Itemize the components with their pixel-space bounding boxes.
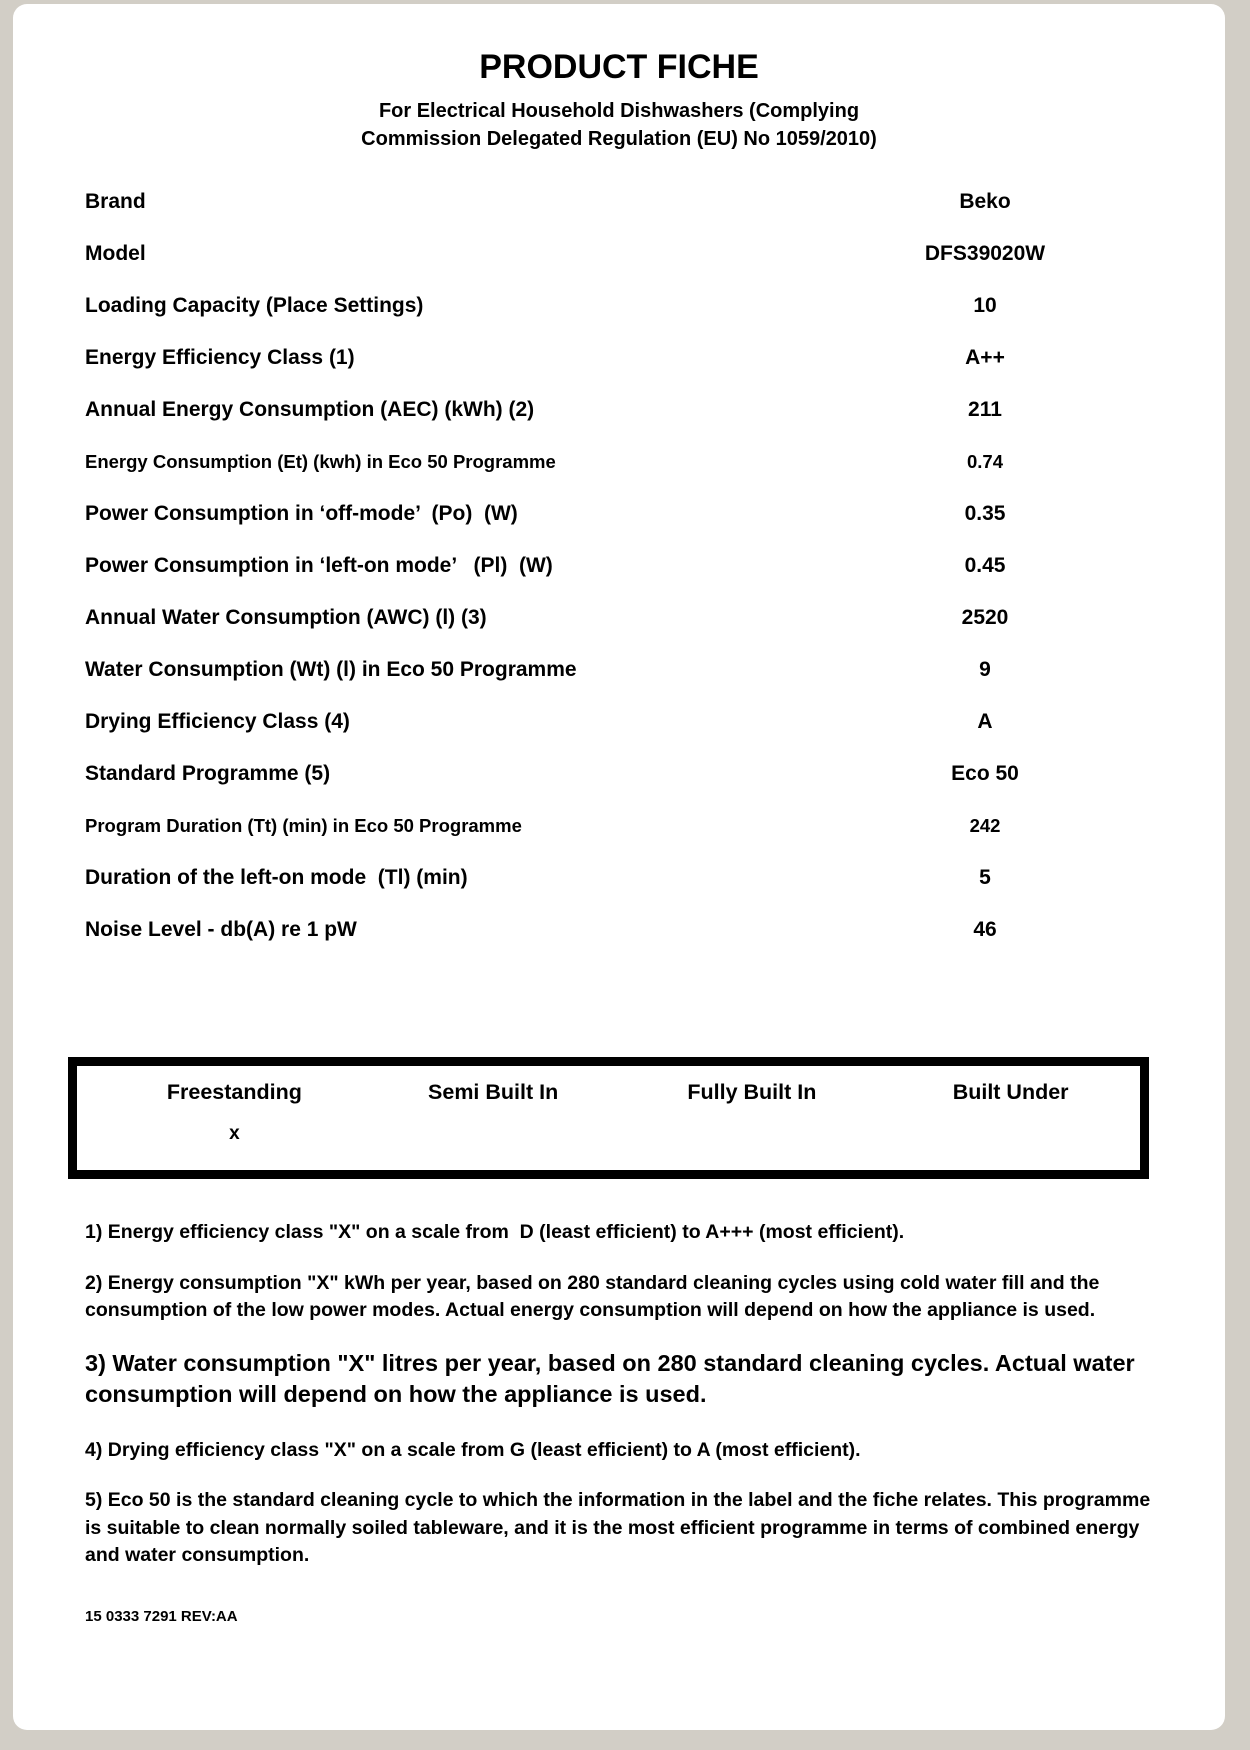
footnote-2: 2) Energy consumption "X" kWh per year, based on 280 standard cleaning cycles using cold water fill and the consumption of the low power modes. Actual energy consumption will depend on how the appliance is used. bbox=[85, 1271, 1105, 1321]
spec-row-drying-efficiency-class bbox=[85, 696, 1125, 748]
installation-column-built-under: Built Under bbox=[952, 1080, 1069, 1104]
product-fiche-document bbox=[13, 4, 1225, 1730]
spec-row-power-off-mode bbox=[85, 488, 1125, 540]
spec-row-loading-capacity bbox=[85, 280, 1125, 332]
spec-value: DFS39020W bbox=[924, 242, 1046, 265]
spec-label: Duration of the left-on mode (Tl) (min) bbox=[85, 866, 468, 889]
spec-value: 5 bbox=[979, 866, 991, 889]
footnotes-section bbox=[13, 1219, 1225, 1570]
spec-label: Energy Consumption (Et) (kwh) in Eco 50 Programme bbox=[85, 451, 556, 472]
spec-row-annual-energy-consumption bbox=[85, 384, 1125, 436]
spec-row-water-consumption-eco50 bbox=[85, 644, 1125, 696]
installation-column-fully-built-in: Fully Built In bbox=[687, 1080, 817, 1104]
spec-label: Noise Level - db(A) re 1 pW bbox=[85, 918, 357, 941]
document-revision-code: 15 0333 7291 REV:AA bbox=[85, 1607, 238, 1625]
page-subtitle-line1: For Electrical Household Dishwashers (Complying bbox=[378, 100, 860, 122]
spec-value: 46 bbox=[973, 918, 997, 941]
spec-row-left-on-duration bbox=[85, 852, 1125, 904]
spec-label: Model bbox=[85, 242, 146, 265]
spec-label: Loading Capacity (Place Settings) bbox=[85, 294, 424, 317]
footnote-5: 5) Eco 50 is the standard cleaning cycle to which the information in the label and the fiche relates. This programme is suitable to clean normally soiled tableware, and it is the most efficient programme in terms of combined energy and water consumption. bbox=[85, 1489, 1156, 1566]
installation-type-headers bbox=[105, 1079, 1140, 1105]
spec-value: 0.35 bbox=[964, 502, 1006, 525]
spec-value: 242 bbox=[969, 815, 1001, 836]
spec-row-standard-programme bbox=[85, 748, 1125, 800]
installation-mark-semi-built-in bbox=[364, 1121, 623, 1147]
spec-value: Beko bbox=[959, 190, 1011, 213]
spec-row-brand bbox=[85, 176, 1125, 228]
spec-row-power-left-on-mode bbox=[85, 540, 1125, 592]
spec-label: Power Consumption in ‘off-mode’ (Po) (W) bbox=[85, 502, 518, 525]
installation-mark-freestanding: x bbox=[229, 1123, 240, 1144]
spec-row-model bbox=[85, 228, 1125, 280]
page-title: PRODUCT FICHE bbox=[479, 48, 759, 86]
spec-label: Energy Efficiency Class (1) bbox=[85, 346, 355, 369]
spec-label: Annual Water Consumption (AWC) (l) (3) bbox=[85, 606, 487, 629]
spec-row-energy-efficiency-class bbox=[85, 332, 1125, 384]
spec-row-program-duration bbox=[85, 800, 1125, 852]
spec-value: 9 bbox=[979, 658, 991, 681]
spec-label: Power Consumption in ‘left-on mode’ (Pl) (W) bbox=[85, 554, 553, 577]
spec-label: Annual Energy Consumption (AEC) (kWh) (2) bbox=[85, 398, 535, 421]
spec-row-noise-level bbox=[85, 904, 1125, 956]
spec-row-annual-water-consumption bbox=[85, 592, 1125, 644]
spec-value: Eco 50 bbox=[951, 762, 1019, 785]
page-subtitle-line2: Commission Delegated Regulation (EU) No 1059/2010) bbox=[361, 128, 877, 150]
spec-value: A bbox=[977, 710, 993, 733]
spec-value: 10 bbox=[973, 294, 997, 317]
spec-table bbox=[13, 176, 1225, 956]
installation-type-marks bbox=[105, 1121, 1140, 1147]
spec-value: 0.74 bbox=[966, 451, 1003, 472]
spec-label: Water Consumption (Wt) (l) in Eco 50 Programme bbox=[85, 658, 577, 681]
footnote-3: 3) Water consumption "X" litres per year, based on 280 standard cleaning cycles. Actual water consumption will depend on how the appliance is used. bbox=[85, 1349, 1142, 1407]
installation-column-semi-built-in: Semi Built In bbox=[428, 1080, 559, 1104]
footnote-1: 1) Energy efficiency class "X" on a scale from D (least efficient) to A+++ (most efficient). bbox=[85, 1221, 905, 1243]
spec-value: 2520 bbox=[961, 606, 1009, 629]
spec-label: Program Duration (Tt) (min) in Eco 50 Programme bbox=[85, 815, 522, 836]
spec-value: 0.45 bbox=[964, 554, 1006, 577]
footnote-4: 4) Drying efficiency class "X" on a scale from G (least efficient) to A (most efficient). bbox=[85, 1438, 861, 1461]
spec-label: Drying Efficiency Class (4) bbox=[85, 710, 350, 733]
spec-row-energy-consumption-eco50 bbox=[85, 436, 1125, 488]
spec-value: 211 bbox=[968, 398, 1002, 421]
spec-label: Standard Programme (5) bbox=[85, 762, 331, 785]
spec-value: A++ bbox=[965, 346, 1005, 369]
installation-mark-fully-built-in bbox=[623, 1121, 882, 1147]
page-subtitle bbox=[13, 97, 1225, 153]
installation-column-freestanding: Freestanding bbox=[166, 1080, 302, 1104]
spec-label: Brand bbox=[85, 190, 146, 213]
installation-mark-built-under bbox=[881, 1121, 1140, 1147]
installation-type-box bbox=[68, 1057, 1149, 1179]
